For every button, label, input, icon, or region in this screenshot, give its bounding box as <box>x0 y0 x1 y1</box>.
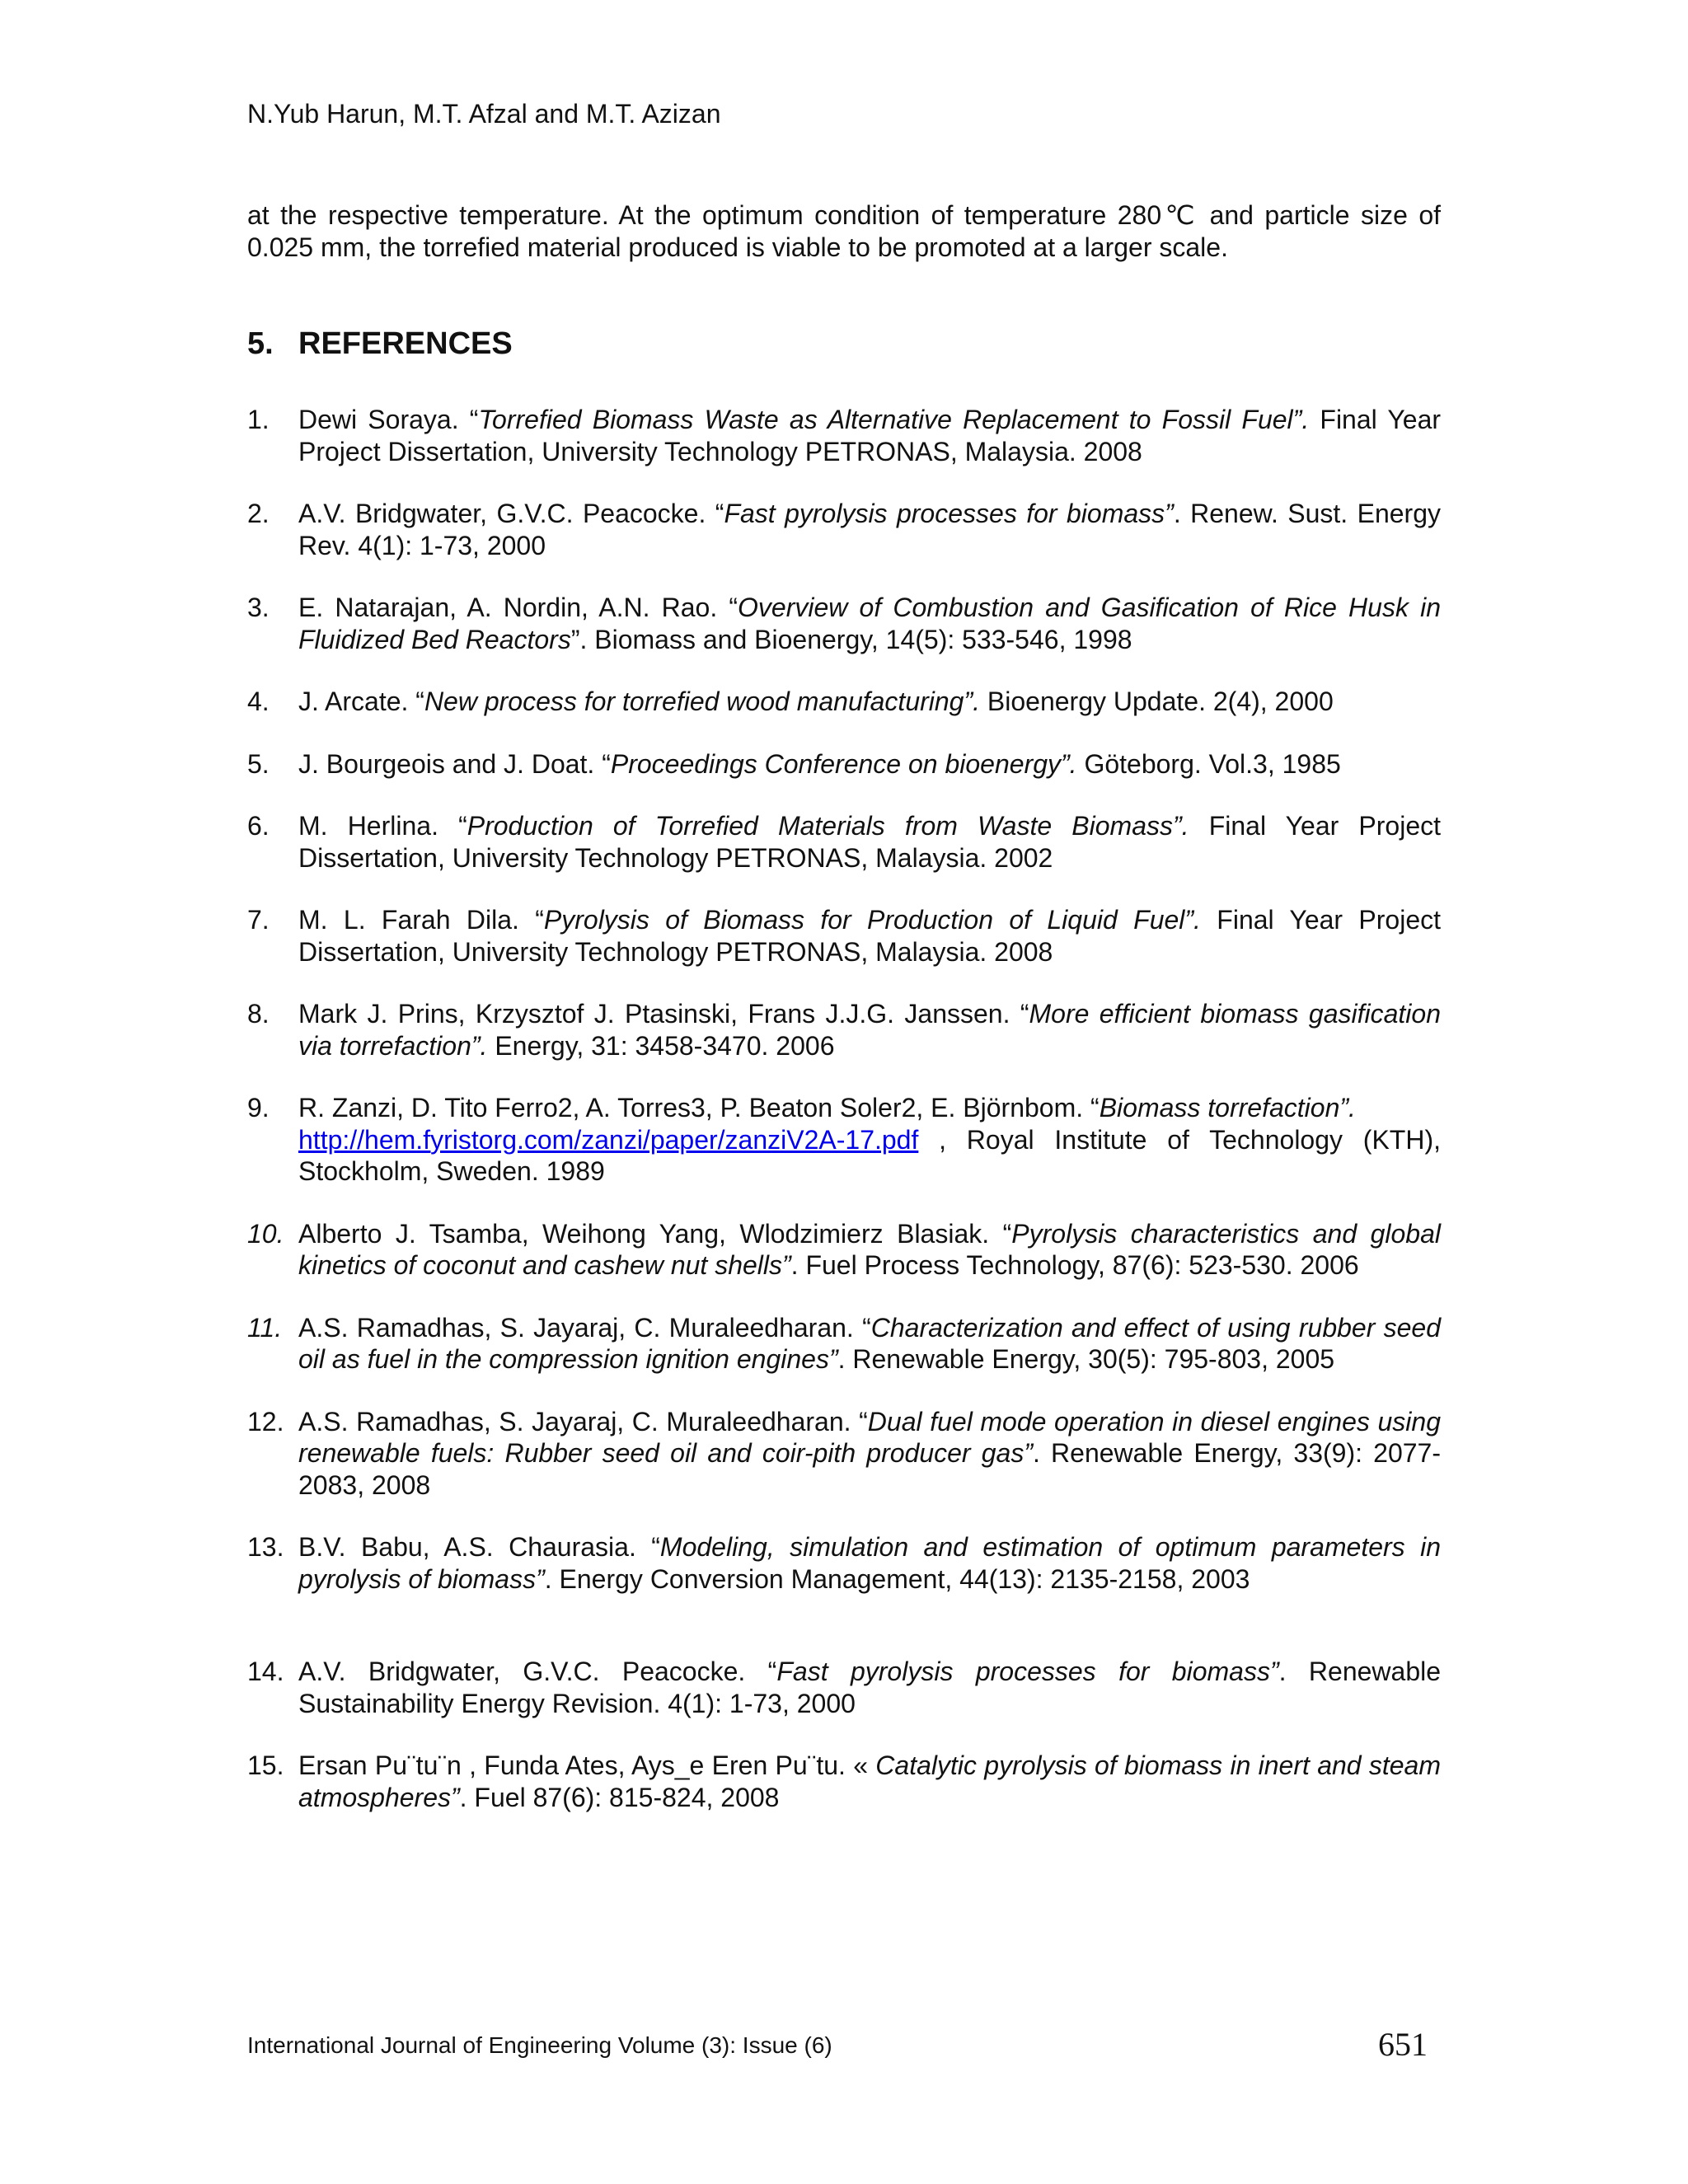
reference-item <box>247 1750 1441 1813</box>
reference-number: 5. <box>247 748 270 779</box>
reference-item <box>247 498 1441 561</box>
reference-title: Pyrolysis of Biomass for Production of Liquid Fuel”. <box>543 905 1201 935</box>
reference-number: 9. <box>247 1093 270 1122</box>
reference-item <box>247 1406 1441 1502</box>
reference-number: 3. <box>247 593 270 622</box>
reference-item <box>247 1218 1441 1282</box>
reference-source: Final Year Project Dissertation, University Technology PETRONAS, Malaysia. 2002 <box>298 811 1441 873</box>
reference-number: 13. <box>247 1532 284 1562</box>
reference-number: 8. <box>247 999 270 1029</box>
reference-source: . Renewable Energy, 33(9): 2077-2083, 2008 <box>298 1438 1442 1500</box>
reference-number: 7. <box>247 905 270 935</box>
reference-item <box>247 404 1441 467</box>
reference-number: 4. <box>247 687 270 716</box>
reference-item <box>247 904 1441 968</box>
reference-number: 2. <box>247 499 270 528</box>
reference-authors: J. Arcate. “ <box>298 687 424 716</box>
reference-source: . Renew. Sust. Energy Rev. 4(1): 1-73, 2000 <box>298 499 1442 560</box>
reference-item <box>247 810 1441 874</box>
reference-title: More efficient biomass gasification via torrefaction”. <box>298 999 1442 1061</box>
reference-authors: Dewi Soraya. “ <box>298 405 479 434</box>
reference-authors: R. Zanzi, D. Tito Ferro2, A. Torres3, P. Beaton Soler2, E. Björnbom. “ <box>298 1093 1100 1122</box>
reference-url-link[interactable]: http://hem.fyristorg.com/zanzi/paper/zanziV2A-17.pdf <box>298 1124 919 1155</box>
reference-number: 11. <box>247 1312 283 1343</box>
reference-authors: J. Bourgeois and J. Doat. “ <box>298 748 611 779</box>
reference-source: Final Year Project Dissertation, University Technology PETRONAS, Malaysia. 2008 <box>298 905 1442 967</box>
reference-title: Biomass torrefaction”. <box>1099 1093 1356 1122</box>
reference-title: Production of Torrefied Materials from Waste Biomass”. <box>467 811 1189 841</box>
reference-source: Göteborg. Vol.3, 1985 <box>1076 748 1341 779</box>
footer-page-number: 651 <box>1378 2026 1428 2063</box>
reference-item <box>247 1656 1441 1719</box>
reference-source: Energy, 31: 3458-3470. 2006 <box>487 1030 835 1061</box>
section-heading <box>247 325 513 363</box>
reference-list <box>247 404 1441 1844</box>
reference-authors: A.S. Ramadhas, S. Jayaraj, C. Muraleedharan. “ <box>298 1312 871 1343</box>
reference-item <box>247 748 1441 780</box>
reference-title: Dual fuel mode operation in diesel engines using renewable fuels: Rubber seed oil and coir-pith producer gas” <box>298 1406 1442 1468</box>
reference-authors: M. Herlina. “ <box>298 811 467 841</box>
reference-number: 12. <box>247 1406 284 1436</box>
reference-title: Characterization and effect of using rubber seed oil as fuel in the compression ignition engines” <box>298 1312 1442 1374</box>
reference-item <box>247 1092 1441 1188</box>
section-number: 5. <box>247 326 274 361</box>
reference-source: . Energy Conversion Management, 44(13): 2135-2158, 2003 <box>544 1563 1250 1594</box>
reference-title: Catalytic pyrolysis of biomass in inert and steam atmospheres” <box>298 1750 1442 1812</box>
reference-title: Pyrolysis characteristics and global kinetics of coconut and cashew nut shells” <box>298 1218 1442 1280</box>
reference-title: Torrefied Biomass Waste as Alternative Replacement to Fossil Fuel”. <box>478 405 1310 434</box>
reference-authors: Mark J. Prins, Krzysztof J. Ptasinski, Frans J.J.G. Janssen. “ <box>298 999 1029 1029</box>
reference-authors: B.V. Babu, A.S. Chaurasia. “ <box>298 1532 660 1562</box>
reference-source: . Fuel 87(6): 815-824, 2008 <box>459 1782 780 1812</box>
reference-source: ”. Biomass and Bioenergy, 14(5): 533-546, 1998 <box>570 624 1132 654</box>
reference-item <box>247 686 1441 718</box>
reference-item <box>247 998 1441 1062</box>
reference-item <box>247 592 1441 655</box>
running-head: N.Yub Harun, M.T. Afzal and M.T. Azizan <box>247 99 721 129</box>
reference-source: . Renewable Energy, 30(5): 795-803, 2005 <box>837 1344 1335 1374</box>
section-title: REFERENCES <box>298 326 513 361</box>
footer-journal: International Journal of Engineering Volume (3): Issue (6) <box>247 2032 832 2058</box>
reference-item <box>247 1312 1441 1376</box>
reference-source: , Royal Institute of Technology (KTH), Stockholm, Sweden. 1989 <box>298 1124 1441 1186</box>
intro-paragraph: at the respective temperature. At the optimum condition of temperature 280℃ and particle size of 0.025 mm, the torrefied material produced is viable to be promoted at a larger scale. <box>247 200 1441 262</box>
reference-authors: A.V. Bridgwater, G.V.C. Peacocke. “ <box>298 1657 777 1686</box>
reference-number: 14. <box>247 1657 284 1686</box>
reference-title: Fast pyrolysis processes for biomass” <box>724 499 1174 528</box>
reference-source: . Fuel Process Technology, 87(6): 523-530. 2006 <box>790 1250 1359 1280</box>
reference-authors: Alberto J. Tsamba, Weihong Yang, Wlodzimierz Blasiak. “ <box>298 1218 1012 1249</box>
reference-number: 1. <box>247 405 270 434</box>
reference-title: Modeling, simulation and estimation of optimum parameters in pyrolysis of biomass” <box>298 1532 1442 1594</box>
reference-title: Overview of Combustion and Gasification of Rice Husk in Fluidized Bed Reactors <box>298 593 1442 654</box>
reference-title: Fast pyrolysis processes for biomass” <box>776 1657 1279 1686</box>
reference-number: 15. <box>247 1750 284 1780</box>
reference-authors: A.S. Ramadhas, S. Jayaraj, C. Muraleedharan. “ <box>298 1406 868 1436</box>
reference-source: Final Year Project Dissertation, University Technology PETRONAS, Malaysia. 2008 <box>298 405 1442 466</box>
reference-authors: Ersan Pu¨tu¨n , Funda Ates, Ays_e Eren Pu¨tu. « <box>298 1750 876 1780</box>
reference-number: 10. <box>247 1218 284 1249</box>
reference-title: Proceedings Conference on bioenergy”. <box>610 748 1077 779</box>
reference-source: . Renewable Sustainability Energy Revision. 4(1): 1-73, 2000 <box>298 1657 1442 1718</box>
reference-title: New process for torrefied wood manufacturing”. <box>424 687 981 716</box>
reference-source: Bioenergy Update. 2(4), 2000 <box>980 687 1334 716</box>
reference-item <box>247 1531 1441 1595</box>
reference-authors: E. Natarajan, A. Nordin, A.N. Rao. “ <box>298 593 738 622</box>
reference-number: 6. <box>247 811 270 841</box>
reference-authors: M. L. Farah Dila. “ <box>298 905 544 935</box>
reference-authors: A.V. Bridgwater, G.V.C. Peacocke. “ <box>298 499 724 528</box>
